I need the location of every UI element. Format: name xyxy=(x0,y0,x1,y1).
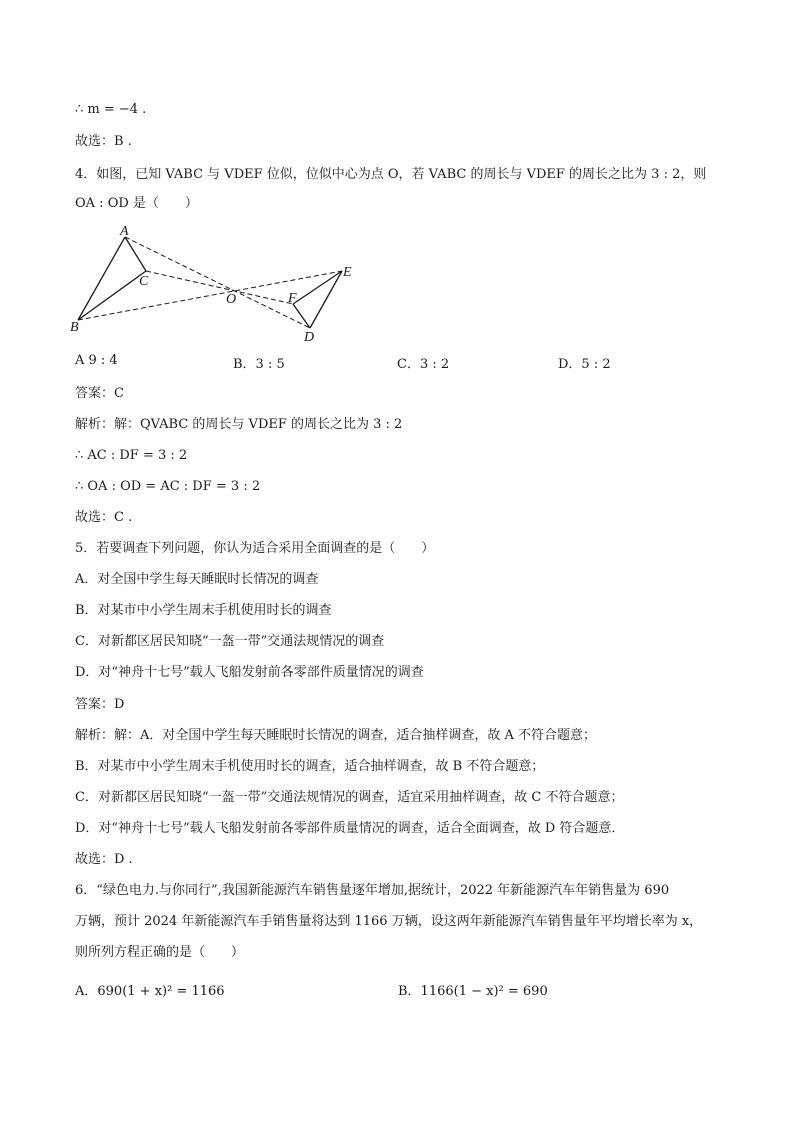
q6-option-a: A．690(1 + x)² = 1166 xyxy=(75,984,225,999)
label-c: C xyxy=(139,274,149,289)
q4-option-b: B．3 : 5 xyxy=(233,357,285,372)
question-4-text-cont: OA : OD 是（ ） xyxy=(75,196,198,211)
similar-triangles-figure xyxy=(68,222,368,351)
solution-5-line2: B．对某市中小学生周末手机使用时长的调查，适合抽样调查，故 B 不符合题意； xyxy=(75,759,545,774)
question-5-text: 5．若要调查下列问题，你认为适合采用全面调查的是（ ） xyxy=(75,541,435,556)
side-ab xyxy=(78,237,125,320)
q5-option-d: D．对“神舟十七号”载人飞船发射前各零部件质量情况的调查 xyxy=(75,665,424,680)
conclusion-m: ∴ m = −4 . xyxy=(75,102,147,117)
solution-5-choice: 故选：D . xyxy=(75,852,133,867)
solution-4-choice: 故选：C . xyxy=(75,510,133,525)
line-be xyxy=(78,271,342,320)
q4-option-a: A 9 : 4 xyxy=(75,353,118,368)
q5-option-c: C．对新都区居民知晓“一盔一带”交通法规情况的调查 xyxy=(75,634,385,649)
question-6-text-end: 则所列方程正确的是（ ） xyxy=(75,945,245,960)
question-6-text: 6．“绿色电力.与你同行”,我国新能源汽车销售量逐年增加,据统计，2022 年新能源汽车年销售量为 690 xyxy=(75,883,670,898)
answer-4: 答案：C xyxy=(75,386,124,401)
solution-4-line2: ∴ AC : DF = 3 : 2 xyxy=(75,448,188,463)
choice-3: 故选：B . xyxy=(75,134,132,149)
side-fd xyxy=(293,304,310,328)
q5-option-b: B．对某市中小学生周末手机使用时长的调查 xyxy=(75,603,332,618)
q4-option-c: C．3 : 2 xyxy=(397,357,450,372)
question-4-text: 4．如图，已知 VABC 与 VDEF 位似，位似中心为点 O，若 VABC 的周长与 VDEF 的周长之比为 3 : 2，则 xyxy=(75,167,707,182)
line-cf xyxy=(146,271,293,304)
label-f: F xyxy=(288,291,297,306)
solution-4-line3: ∴ OA : OD = AC : DF = 3 : 2 xyxy=(75,479,261,494)
solution-5-line1: 解析：解：A．对全国中学生每天睡眠时长情况的调查，适合抽样调查，故 A 不符合题意； xyxy=(75,728,597,743)
line-ad xyxy=(125,237,310,328)
solution-5-line4: D．对“神舟十七号”载人飞船发射前各零部件质量情况的调查，适合全面调查，故 D 符合题意． xyxy=(75,821,625,836)
side-bc xyxy=(78,271,146,320)
question-6-text-cont: 万辆，预计 2024 年新能源汽车手销售量将达到 1166 万辆，设这两年新能源汽车销售量年平均增长率为 x， xyxy=(75,914,703,929)
label-b: B xyxy=(70,320,79,335)
label-o: O xyxy=(226,292,237,307)
label-d: D xyxy=(304,330,315,345)
answer-5: 答案：D xyxy=(75,697,125,712)
solution-4-line1: 解析：解：QVABC 的周长与 VDEF 的周长之比为 3 : 2 xyxy=(75,417,403,432)
q5-option-a: A．对全国中学生每天睡眠时长情况的调查 xyxy=(75,572,319,587)
solution-5-line3: C．对新都区居民知晓“一盔一带”交通法规情况的调查，适宜采用抽样调查，故 C 不符合题意； xyxy=(75,790,624,805)
q6-option-b: B．1166(1 − x)² = 690 xyxy=(398,984,548,999)
q4-option-d: D．5 : 2 xyxy=(558,357,611,372)
label-a: A xyxy=(120,224,129,239)
label-e: E xyxy=(343,265,352,280)
figure-svg xyxy=(68,222,368,347)
side-ed xyxy=(310,271,342,328)
